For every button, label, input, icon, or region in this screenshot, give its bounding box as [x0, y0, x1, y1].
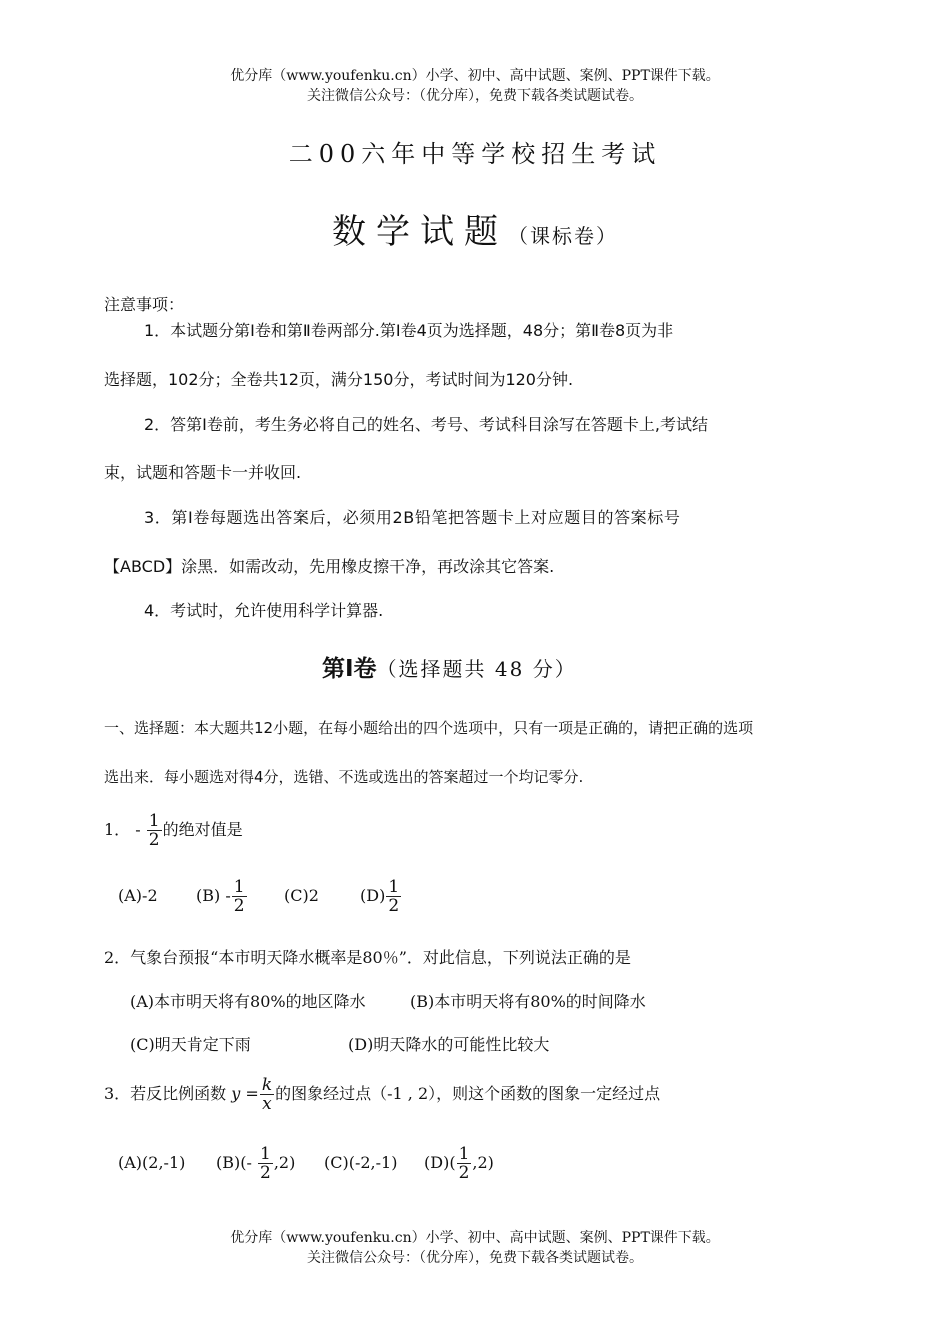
q1-option-d-label: (D)	[360, 886, 386, 905]
q2-option-d: (D)明天降水的可能性比较大	[348, 1035, 550, 1054]
q1-option-b-frac	[232, 878, 247, 915]
q1-option-b-num: 1	[233, 877, 245, 897]
subject-note: （课标卷）	[508, 224, 618, 248]
q1-neg: -	[135, 820, 141, 839]
note-item-1a: 1．本试题分第Ⅰ卷和第Ⅱ卷两部分.第Ⅰ卷4页为选择题，48分；第Ⅱ卷8页为非	[144, 321, 674, 340]
footer-line-1: 优分库（www.youfenku.cn）小学、初中、高中试题、案例、PPT课件下载。	[230, 1230, 720, 1246]
q3-option-b	[216, 1145, 324, 1182]
part1-line-1: 一、选择题：本大题共12小题，在每小题给出的四个选项中，只有一项是正确的，请把正确的选项	[104, 719, 754, 737]
q1-option-b-den: 2	[233, 896, 245, 916]
q3-fraction	[260, 1076, 274, 1113]
section-note: （选择题共 48 分）	[376, 657, 577, 681]
q3-option-b-tail: ,2)	[273, 1153, 296, 1172]
section-title-row	[322, 650, 577, 683]
q3-option-b-den: 2	[259, 1163, 271, 1183]
q1-num: 1	[148, 811, 160, 831]
q3-option-d-tail: ,2)	[472, 1153, 494, 1172]
q3-options	[118, 1145, 494, 1182]
q3-option-d	[424, 1145, 494, 1182]
q3-num: k	[261, 1075, 273, 1095]
q2-option-c: (C)明天肯定下雨	[130, 1035, 251, 1054]
q3-pre: 3．若反比例函数	[104, 1084, 227, 1103]
part1-line-2: 选出来．每小题选对得4分，选错、不选或选出的答案超过一个均记零分.	[104, 768, 584, 786]
q3-option-d-label: (D)(	[424, 1153, 456, 1172]
q3-option-a: (A)(2,-1)	[118, 1153, 186, 1172]
q1-option-c: (C)2	[284, 886, 319, 905]
q2-option-b: (B)本市明天将有80%的时间降水	[410, 992, 646, 1011]
q3-option-d-den: 2	[458, 1163, 470, 1183]
q1-fraction	[147, 812, 162, 849]
q3-y-eq: y =	[231, 1084, 259, 1103]
q1-option-b	[196, 878, 284, 915]
footer-line-2: 关注微信公众号：（优分库），免费下载各类试题试卷。	[307, 1250, 643, 1266]
subject-title-row	[0, 204, 950, 253]
section-title: 第Ⅰ卷	[322, 656, 377, 682]
q3-post: 的图象经过点（-1 , 2），则这个函数的图象一定经过点	[275, 1084, 661, 1103]
q3-option-c: (C)(-2,-1)	[324, 1153, 398, 1172]
note-item-4: 4．考试时，允许使用科学计算器.	[144, 601, 384, 620]
q1-text: 的绝对值是	[162, 820, 243, 839]
q3-option-b-label: (B)(	[216, 1153, 247, 1172]
note-item-3a: 3．第Ⅰ卷每题选出答案后，必须用2B铅笔把答题卡上对应题目的答案标号	[144, 508, 681, 527]
q3-option-b-num: 1	[259, 1144, 271, 1164]
question-1	[104, 812, 243, 849]
q1-option-d-num: 1	[388, 877, 400, 897]
q3-option-d-num: 1	[458, 1144, 470, 1164]
q1-options	[118, 878, 402, 915]
question-2: 2．气象台预报“本市明天降水概率是80％”．对此信息，下列说法正确的是	[104, 948, 631, 967]
header-line-1: 优分库（www.youfenku.cn）小学、初中、高中试题、案例、PPT课件下载。	[230, 68, 720, 84]
notes-heading: 注意事项：	[104, 295, 185, 314]
q1-number: 1．	[104, 820, 131, 839]
q1-option-b-label: (B)	[196, 886, 221, 905]
q1-option-d-den: 2	[388, 896, 400, 916]
subject-title: 数学试题	[332, 212, 508, 252]
q3-option-d-frac	[457, 1145, 472, 1182]
q1-den: 2	[148, 830, 160, 850]
note-item-2b: 束，试题和答题卡一并收回.	[104, 463, 302, 482]
header-line-2: 关注微信公众号：（优分库），免费下载各类试题试卷。	[307, 88, 643, 104]
q3-option-b-neg: -	[246, 1153, 252, 1172]
q1-option-d	[360, 878, 402, 915]
question-3	[104, 1076, 660, 1113]
note-item-1b: 选择题，102分；全卷共12页，满分150分，考试时间为120分钟.	[104, 370, 574, 389]
q3-den: x	[262, 1094, 272, 1114]
q1-option-a: (A)-2	[118, 886, 158, 905]
q3-option-b-frac	[258, 1145, 273, 1182]
exam-title: 二00六年中等学校招生考试	[288, 140, 662, 168]
note-item-3b: 【ABCD】涂黑．如需改动，先用橡皮擦干净，再改涂其它答案.	[104, 557, 555, 576]
q1-option-d-frac	[386, 878, 401, 915]
note-item-2a: 2．答第Ⅰ卷前，考生务必将自己的姓名、考号、考试科目涂写在答题卡上,考试结	[144, 415, 708, 434]
q1-option-b-neg: -	[225, 886, 231, 905]
q2-option-a: (A)本市明天将有80%的地区降水	[130, 992, 366, 1011]
